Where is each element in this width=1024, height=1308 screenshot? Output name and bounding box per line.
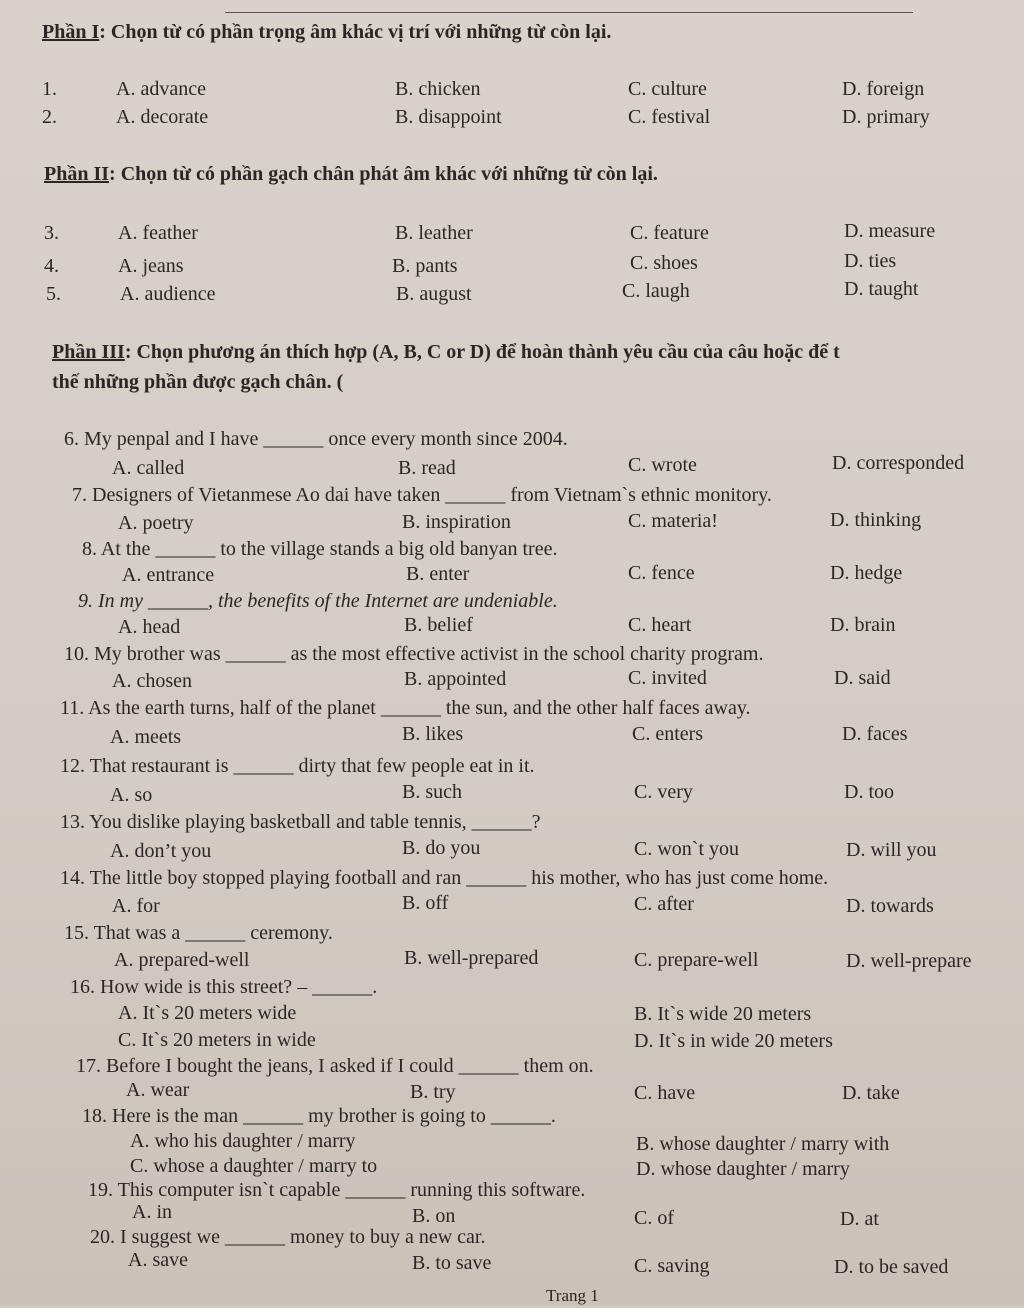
- q16-option-b: B. It`s wide 20 meters: [634, 1003, 812, 1025]
- q18-option-a: A. who his daughter / marry: [130, 1130, 356, 1152]
- part3-heading: [52, 340, 840, 364]
- q14-option-b: B. off: [402, 892, 449, 914]
- q18-stem: 18. Here is the man ______ my brother is going to ______.: [82, 1105, 556, 1127]
- q7-option-d: D. thinking: [830, 509, 922, 531]
- q2-option-c: C. festival: [628, 106, 711, 128]
- q3-option-c: C. feature: [630, 222, 709, 244]
- q3-option-b: B. leather: [395, 222, 473, 244]
- q19-stem: 19. This computer isn`t capable ______ running this software.: [88, 1179, 586, 1201]
- q4-option-c: C. shoes: [630, 252, 698, 274]
- q14-stem: 14. The little boy stopped playing football and ran ______ his mother, who has just come home.: [60, 867, 829, 889]
- q11-stem: 11. As the earth turns, half of the planet ______ the sun, and the other half faces away.: [60, 697, 751, 719]
- q12-option-c: C. very: [634, 781, 693, 803]
- q10-option-a: A. chosen: [112, 670, 192, 692]
- q16-stem: 16. How wide is this street? – ______.: [70, 976, 378, 998]
- q6-option-d: D. corresponded: [832, 452, 965, 474]
- q8-stem: 8. At the ______ to the village stands a big old banyan tree.: [82, 538, 558, 560]
- q2-number: 2.: [42, 106, 57, 128]
- q6-stem: 6. My penpal and I have ______ once every month since 2004.: [64, 428, 568, 450]
- q11-option-a: A. meets: [110, 726, 182, 748]
- q1-option-d: D. foreign: [842, 78, 925, 100]
- q1-option-a: A. advance: [116, 78, 206, 100]
- q11-option-c: C. enters: [632, 723, 704, 745]
- q16-option-c: C. It`s 20 meters in wide: [118, 1029, 316, 1051]
- q13-option-c: C. won`t you: [634, 838, 739, 860]
- q6-option-b: B. read: [398, 457, 456, 479]
- q14-option-c: C. after: [634, 893, 694, 915]
- q13-option-b: B. do you: [402, 837, 481, 859]
- q14-option-d: D. towards: [846, 895, 934, 917]
- q8-option-a: A. entrance: [122, 564, 215, 586]
- q16-option-d: D. It`s in wide 20 meters: [634, 1030, 833, 1052]
- q15-option-c: C. prepare-well: [634, 949, 759, 971]
- q18-option-d: D. whose daughter / marry: [636, 1158, 850, 1180]
- q10-stem: 10. My brother was ______ as the most effective activist in the school charity program.: [64, 643, 764, 665]
- q16-option-a: A. It`s 20 meters wide: [118, 1002, 297, 1024]
- q20-stem: 20. I suggest we ______ money to buy a new car.: [90, 1226, 486, 1248]
- q7-option-a: A. poetry: [118, 512, 194, 534]
- part1-instruction: : Chọn từ có phần trọng âm khác vị trí với những từ còn lại.: [99, 21, 612, 43]
- q17-option-a: A. wear: [126, 1079, 190, 1101]
- q1-option-c: C. culture: [628, 78, 707, 100]
- q8-option-d: D. hedge: [830, 562, 903, 584]
- top-rule: [225, 12, 913, 13]
- q19-option-b: B. on: [412, 1205, 456, 1227]
- q17-option-d: D. take: [842, 1082, 900, 1104]
- q4-option-a: A. jeans: [118, 255, 184, 277]
- q2-option-b: B. disappoint: [395, 106, 502, 128]
- q4-option-b: B. pants: [392, 255, 458, 277]
- part1-heading: [42, 20, 611, 44]
- q20-option-d: D. to be saved: [834, 1256, 949, 1278]
- q15-stem: 15. That was a ______ ceremony.: [64, 922, 333, 944]
- q5-option-d: D. taught: [844, 278, 919, 300]
- q9-option-b: B. belief: [404, 614, 473, 636]
- q20-option-c: C. saving: [634, 1255, 710, 1277]
- q5-number: 5.: [46, 283, 61, 305]
- q5-option-c: C. laugh: [622, 280, 690, 302]
- q8-option-b: B. enter: [406, 563, 470, 585]
- part3-instruction-line2: thế những phần được gạch chân. (: [52, 371, 344, 393]
- q9-option-d: D. brain: [830, 614, 896, 636]
- q3-option-d: D. measure: [844, 220, 936, 242]
- part1-label: Phần I: [42, 21, 100, 43]
- q12-stem: 12. That restaurant is ______ dirty that few people eat in it.: [60, 755, 535, 777]
- part2-instruction: : Chọn từ có phần gạch chân phát âm khác với những từ còn lại.: [109, 163, 658, 185]
- q15-option-b: B. well-prepared: [404, 947, 539, 969]
- q4-option-d: D. ties: [844, 250, 897, 272]
- q13-option-a: A. don’t you: [110, 840, 212, 862]
- q20-option-a: A. save: [128, 1249, 188, 1271]
- q15-option-a: A. prepared-well: [114, 949, 250, 971]
- q14-option-a: A. for: [112, 895, 160, 917]
- part3-instruction-line1: : Chọn phương án thích hợp (A, B, C or D) để hoàn thành yêu cầu của câu hoặc để t: [124, 341, 840, 363]
- q2-option-d: D. primary: [842, 106, 930, 128]
- q20-option-b: B. to save: [412, 1252, 492, 1274]
- q17-option-c: C. have: [634, 1082, 696, 1104]
- q1-number: 1.: [42, 78, 57, 100]
- q18-option-c: C. whose a daughter / marry to: [130, 1155, 378, 1177]
- q5-option-a: A. audience: [120, 283, 216, 305]
- q12-option-a: A. so: [110, 784, 153, 806]
- q10-option-b: B. appointed: [404, 668, 507, 690]
- q3-option-a: A. feather: [118, 222, 198, 244]
- q10-option-c: C. invited: [628, 667, 707, 689]
- q18-option-b: B. whose daughter / marry with: [636, 1133, 890, 1155]
- q9-option-c: C. heart: [628, 614, 692, 636]
- q9-option-a: A. head: [118, 616, 181, 638]
- q2-option-a: A. decorate: [116, 106, 209, 128]
- q11-option-b: B. likes: [402, 723, 464, 745]
- q13-stem: 13. You dislike playing basketball and table tennis, ______?: [60, 811, 541, 833]
- q13-option-d: D. will you: [846, 839, 937, 861]
- page-number: Trang 1: [546, 1286, 599, 1305]
- part2-label: Phần II: [44, 163, 110, 185]
- q10-option-d: D. said: [834, 667, 891, 689]
- part3-label: Phần III: [52, 341, 125, 363]
- q17-option-b: B. try: [410, 1081, 456, 1103]
- part2-heading: [44, 162, 658, 186]
- q12-option-d: D. too: [844, 781, 894, 803]
- q12-option-b: B. such: [402, 781, 462, 803]
- q19-option-a: A. in: [132, 1201, 172, 1223]
- q7-option-b: B. inspiration: [402, 511, 511, 533]
- q5-option-b: B. august: [396, 283, 472, 305]
- q15-option-d: D. well-prepare: [846, 950, 972, 972]
- q9-stem: 9. In my ______, the benefits of the Internet are undeniable.: [78, 590, 558, 612]
- q4-number: 4.: [44, 255, 59, 277]
- q11-option-d: D. faces: [842, 723, 908, 745]
- q19-option-c: C. of: [634, 1207, 674, 1229]
- q19-option-d: D. at: [840, 1208, 879, 1230]
- q3-number: 3.: [44, 222, 59, 244]
- q7-stem: 7. Designers of Vietanmese Ao dai have taken ______ from Vietnam`s ethnic monitory.: [72, 484, 772, 506]
- q1-option-b: B. chicken: [395, 78, 481, 100]
- q8-option-c: C. fence: [628, 562, 695, 584]
- q17-stem: 17. Before I bought the jeans, I asked if I could ______ them on.: [76, 1055, 594, 1077]
- q6-option-c: C. wrote: [628, 454, 697, 476]
- q6-option-a: A. called: [112, 457, 185, 479]
- q7-option-c: C. materia!: [628, 510, 718, 532]
